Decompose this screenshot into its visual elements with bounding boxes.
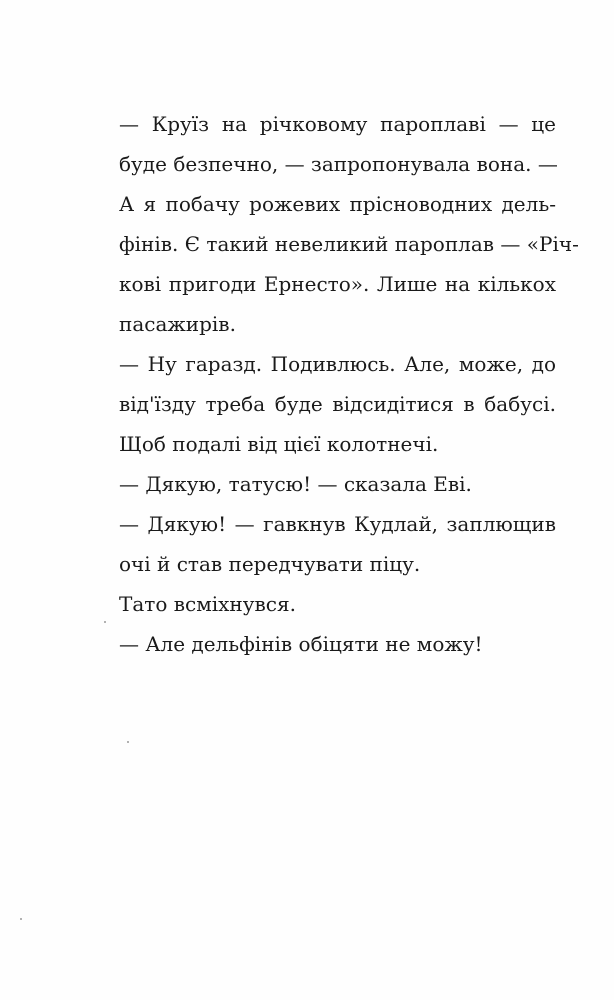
scan-speck [127,741,129,743]
text-line: — Але дельфінів обіцяти не можу! [119,632,483,656]
scan-speck [20,918,22,920]
text-line: очі й став передчувати піцу. [119,552,421,576]
page-text [119,104,579,664]
text-line: Тато всміхнувся. [119,592,296,616]
text-line: пасажирів. [119,312,236,336]
text-line: А я побачу рожевих прісноводних дель- [119,192,556,216]
text-line: фінів. Є такий невеликий пароплав — «Річ- [119,232,579,256]
text-line: Щоб подалі від цієї колотнечі. [119,432,439,456]
text-line: — Дякую, татусю! — сказала Еві. [119,472,472,496]
text-line: кові пригоди Ернесто». Лише на кількох [119,272,556,296]
scan-speck [104,621,106,623]
text-line: — Круїз на річковому пароплаві — це [119,112,556,136]
text-line: — Ну гаразд. Подивлюсь. Але, може, до [119,352,556,376]
text-line: буде безпечно, — запропонувала вона. — [119,152,558,176]
text-line: — Дякую! — гавкнув Кудлай, заплющив [119,512,556,536]
text-line: від'їзду треба буде відсидітися в бабусі. [119,392,556,416]
